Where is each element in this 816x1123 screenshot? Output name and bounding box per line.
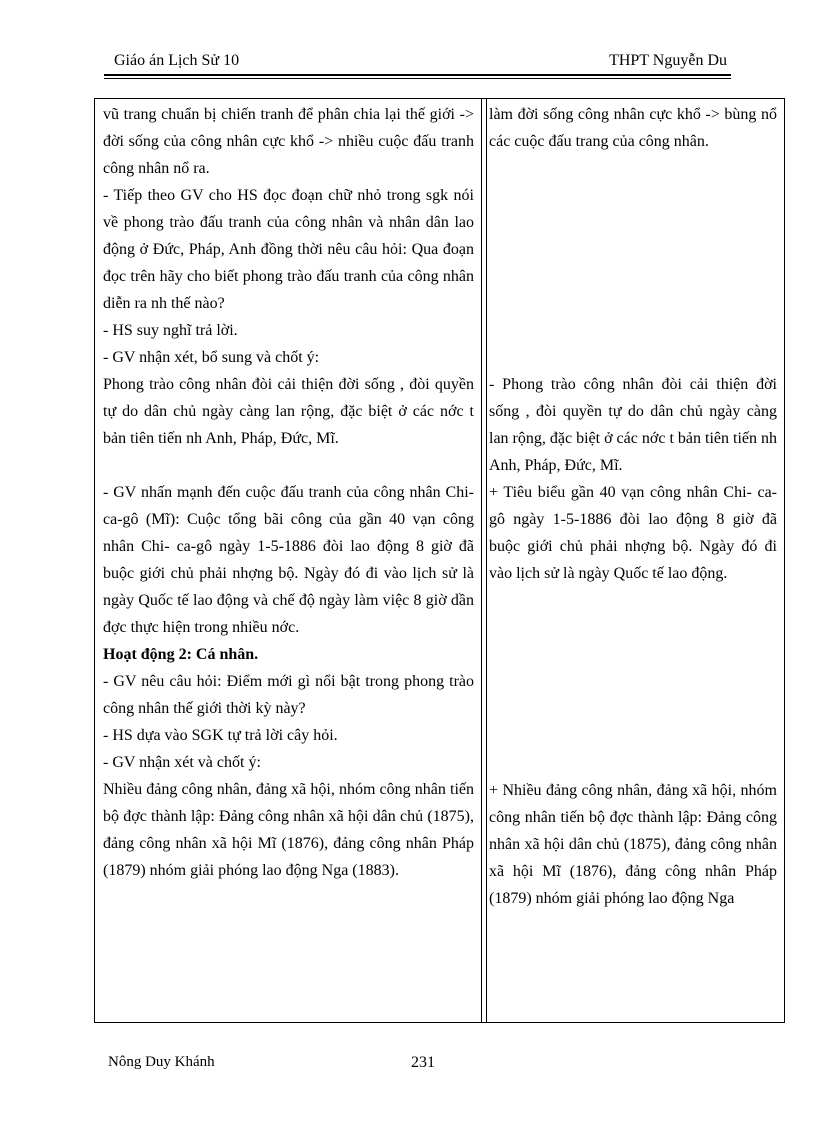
- left-paragraph: - GV nhấn mạnh đến cuộc đấu tranh của công nhân Chi-ca-gô (Mĩ): Cuộc tổng bãi công của gần 40 vạn công nhân Chi- ca-gô ngày 1-5-1886 đòi lao động 8 giờ đã buộc giới chủ phải nhợng bộ. Ngày đó đi vào lịch sử là ngày Quốc tế lao động và chế độ ngày làm việc 8 giờ dần đợc thực hiện trong nhiều nớc.: [103, 484, 474, 636]
- left-paragraph: Nhiều đảng công nhân, đảng xã hội, nhóm công nhân tiến bộ đợc thành lập: Đảng công nhân xã hội dân chủ (1875), đảng công nhân xã hội Mĩ (1876), đảng công nhân Pháp (1879) nhóm giải phóng lao động Nga (1883).: [103, 781, 474, 879]
- footer-author: Nông Duy Khánh: [108, 1054, 215, 1070]
- activity-heading: Hoạt động 2: Cá nhân.: [103, 646, 259, 663]
- left-paragraph: - HS suy nghĩ trả lời.: [103, 322, 238, 339]
- header-rule: [104, 74, 731, 76]
- left-paragraph: - GV nhận xét, bổ sung và chốt ý:: [103, 349, 320, 366]
- left-paragraph: - GV nêu câu hỏi: Điểm mới gì nổi bật trong phong trào công nhân thế giới thời kỳ này?: [103, 673, 474, 717]
- left-paragraph: - HS dựa vào SGK tự trả lời cây hỏi.: [103, 727, 338, 744]
- left-column: [103, 101, 474, 884]
- left-paragraph: - GV nhận xét và chốt ý:: [103, 754, 261, 771]
- right-paragraph: - Phong trào công nhân đòi cải thiện đời sống , đòi quyền tự do dân chủ ngày càng lan rộng, đặc biệt ở các nớc t bản tiên tiến nh Anh, Pháp, Đức, Mĩ.: [489, 376, 777, 474]
- right-spacer: [489, 587, 777, 777]
- right-paragraph: + Nhiều đảng công nhân, đảng xã hội, nhóm công nhân tiến bộ đợc thành lập: Đảng công nhân xã hội dân chủ (1875), đảng công nhân xã hội Mĩ (1876), đảng công nhân Pháp (1879) nhóm giải phóng lao động Nga: [489, 782, 777, 907]
- page-header: [104, 50, 731, 74]
- right-spacer: [489, 155, 777, 371]
- column-divider: [481, 98, 487, 1023]
- header-subject: Giáo án Lịch Sử 10: [114, 52, 240, 69]
- left-paragraph: Phong trào công nhân đòi cải thiện đời sống , đòi quyền tự do dân chủ ngày càng lan rộng, đặc biệt ở các nớc t bản tiên tiến nh Anh, Pháp, Đức, Mĩ.: [103, 376, 474, 447]
- page-number: 231: [411, 1054, 435, 1071]
- header-school: THPT Nguyễn Du: [609, 52, 727, 69]
- left-spacer: [103, 452, 474, 479]
- right-column: [489, 101, 777, 912]
- right-paragraph: làm đời sống công nhân cực khổ -> bùng nổ các cuộc đấu trang của công nhân.: [489, 106, 777, 150]
- header-rule-thin: [104, 78, 731, 79]
- left-paragraph: - Tiếp theo GV cho HS đọc đoạn chữ nhỏ trong sgk nói về phong trào đấu tranh của công nhân và nhân dân lao động ở Đức, Pháp, Anh đồng thời nêu câu hỏi: Qua đoạn đọc trên hãy cho biết phong trào đấu tranh của công nhân diễn ra nh thế nào?: [103, 187, 474, 312]
- right-paragraph: + Tiêu biểu gần 40 vạn công nhân Chi- ca-gô ngày 1-5-1886 đòi lao động 8 giờ đã buộc giới chủ phải nhợng bộ. Ngày đó đi vào lịch sử là ngày Quốc tế lao động.: [489, 484, 777, 582]
- left-paragraph: vũ trang chuẩn bị chiến tranh để phân chia lại thế giới -> đời sống của công nhân cực khổ -> nhiều cuộc đấu tranh công nhân nổ ra.: [103, 106, 474, 177]
